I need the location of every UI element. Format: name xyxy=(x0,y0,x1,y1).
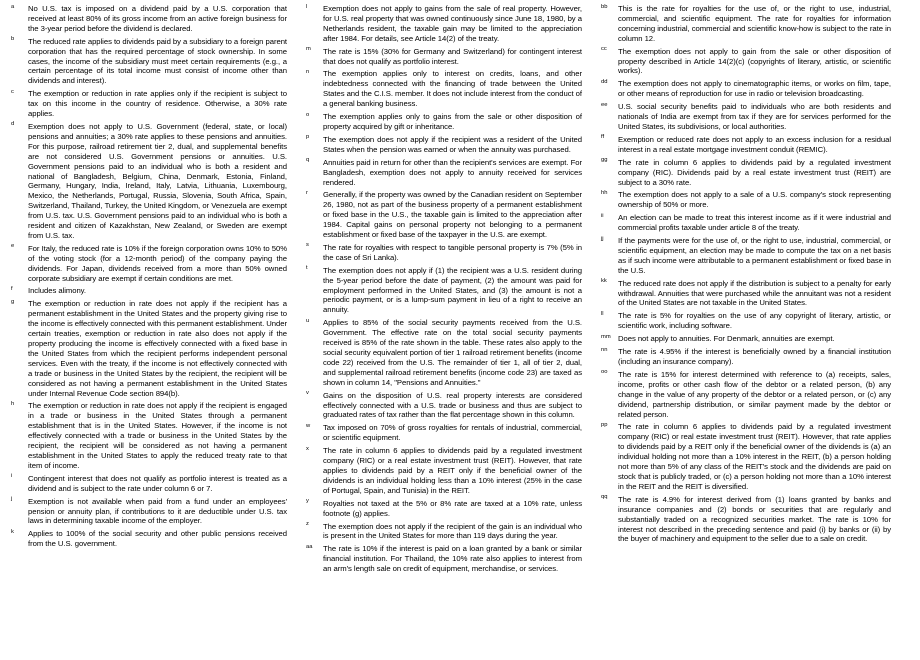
footnote-marker: z xyxy=(306,521,309,527)
footnote-marker: cc xyxy=(601,46,607,53)
footnote-marker: t xyxy=(306,265,308,272)
footnote-marker: mm xyxy=(601,333,611,340)
footnote-text: The rate is 4.95% if the interest is beneficially owned by a financial institution (including an insurance company). xyxy=(618,347,891,366)
footnote-text: Exemption or reduced rate does not apply to an excess inclusion for a residual interest in a real estate mortgage investment conduit (REMIC). xyxy=(618,134,891,154)
footnotes-column-3 xyxy=(596,4,891,660)
footnote-marker: u xyxy=(306,317,310,324)
footnote-text: No U.S. tax is imposed on a dividend paid by a U.S. corporation that received at least 80% of its gross income from an active foreign business for the 3-year period before the dividend is declared. xyxy=(28,4,287,33)
footnote-text: Applies to 100% of the social security and other public pensions received from the U.S. government. xyxy=(28,529,287,549)
footnote-item xyxy=(6,286,287,296)
footnote-item xyxy=(301,391,582,421)
footnote-item xyxy=(301,112,582,132)
footnote-text: Exemption is not available when paid from a fund under an employees' pension or annuity plan, if contributions to it are deductible under U.S. tax laws in determining taxable income of the employer. xyxy=(28,496,287,526)
footnote-text: The exemption applies only to interest on credits, loans, and other indebtedness connected with the financing of trade between the United States and the C.I.S. member. It does not include interest from the conduct of a general banking business. xyxy=(323,69,582,109)
footnote-marker: ff xyxy=(601,134,605,141)
footnote-item xyxy=(301,243,582,263)
footnote-item xyxy=(596,4,891,44)
footnote-marker: c xyxy=(11,88,14,95)
footnote-text: Applies to 85% of the social security payments received from the U.S. Government. The effective rate on the total social security payments received is 85% of the rate shown in the table. These rates also apply to the social security equivalent portion of tier 1 railroad retirement benefits (income code 22) received from the U.S. The remainder of tier 1, all of tier 2, dual, and supplemental railroad retirement benefits (income code 23) are taxed as shown in column 14, "Pensions and Annuities." xyxy=(323,318,582,387)
footnote-item xyxy=(596,236,891,276)
footnote-marker: gg xyxy=(601,157,608,164)
footnote-marker: g xyxy=(11,298,15,305)
footnote-item xyxy=(301,423,582,443)
footnote-text: Exemption does not apply to gains from the sale of real property. However, for U.S. real property that was owned continuously since June 18, 1980, by a Netherlands resident, the taxable gain may be limited to the appreciation after 1984. For details, see Article 14(2) of the treaty. xyxy=(323,4,582,43)
footnote-item xyxy=(596,422,891,491)
footnote-text: The rate is 15% (30% for Germany and Switzerland) for contingent interest that does not qualify as portfolio interest. xyxy=(323,46,582,66)
footnote-text: Royalties not taxed at the 5% or 8% rate are taxed at a 10% rate, unless footnote (g) applies. xyxy=(323,498,582,518)
footnote-item xyxy=(596,370,891,420)
footnote-text: The exemption or reduction in rate applies only if the recipient is subject to tax on this income in the country of residence. Otherwise, a 30% rate applies. xyxy=(28,89,287,119)
footnote-text: Generally, if the property was owned by the Canadian resident on September 26, 1980, not as part of the business property of a permanent establishment or fixed base in the U.S., the taxable gain is limited to the appreciation after 1984. Capital gains on personal property not belonging to a permanent establishment or fixed base of the taxpayer in the U.S. are exempt. xyxy=(323,190,582,240)
footnote-marker: nn xyxy=(601,346,608,353)
footnote-marker: j xyxy=(11,496,13,503)
footnote-marker: w xyxy=(306,422,311,429)
footnote-marker: kk xyxy=(601,278,607,285)
footnote-text: The exemption does not apply if the recipient of the gain is an individual who is present in the United States for more than 119 days during the year. xyxy=(323,521,582,541)
footnote-text: The rate in column 6 applies to dividends paid by a regulated investment company (RIC). Dividends paid by a real estate investment trust (REIT) are subject to a 30% rate. xyxy=(618,157,891,187)
footnote-item xyxy=(301,158,582,188)
footnote-marker: n xyxy=(306,68,310,75)
footnote-marker: jj xyxy=(601,235,604,242)
footnote-text: The rate is 15% for interest determined with reference to (a) receipts, sales, income, profits or other cash flow of the debtor or a related person, (b) any change in the value of any property of the debtor or a related person, or (c) any dividend, partnership distribution, or similar payment made by the debtor or related person. xyxy=(618,369,891,419)
footnote-marker: oo xyxy=(601,369,608,376)
footnote-marker: o xyxy=(306,111,310,118)
footnote-item xyxy=(301,69,582,109)
footnote-item xyxy=(596,158,891,188)
footnote-marker: p xyxy=(306,134,310,141)
footnote-text: The exemption does not apply to a sale of a U.S. company's stock representing ownership of 50% or more. xyxy=(618,190,891,210)
footnote-text: The rate is 5% for royalties on the use of any copyright of literary, artistic, or scientific work, including software. xyxy=(618,311,891,331)
footnote-item xyxy=(596,102,891,132)
footnotes-column-2 xyxy=(301,4,596,660)
footnote-item xyxy=(6,401,287,470)
footnote-item xyxy=(596,213,891,233)
footnote-item xyxy=(596,79,891,99)
footnote-item xyxy=(596,334,891,344)
footnote-marker: m xyxy=(306,46,311,53)
footnote-item xyxy=(301,190,582,240)
footnote-marker: ee xyxy=(601,101,608,108)
footnote-marker: x xyxy=(306,445,309,452)
footnote-item xyxy=(6,474,287,494)
footnote-item xyxy=(301,318,582,387)
footnote-text: Gains on the disposition of U.S. real property interests are considered effectively connected with a U.S. trade or business and thus are subject to graduated rates of tax rather than the flat percentage shown in this column. xyxy=(323,390,582,420)
footnote-marker: h xyxy=(11,400,15,407)
footnote-item xyxy=(301,544,582,574)
footnote-item xyxy=(301,446,582,496)
footnote-text: Exemption does not apply to U.S. Government (federal, state, or local) pensions and annuities; a 30% rate applies to these pensions and annuities. For this purpose, railroad retirement tier 2, dual, and supplemental benefits are not considered U.S. Government pensions or annuities. U.S. Government pensions paid to an individual who is both a resident and national of Bangladesh, Belgium, China, Denmark, Estonia, Finland, Germany, Hungary, India, Ireland, Italy, Latvia, Lithuania, Luxembourg, Mexico, the Netherlands, Portugal, Russia, Slovenia, South Africa, Spain, Switzerland, Thailand, Turkey, the United Kingdom, or Venezuela are exempt from U.S. tax. U.S. Government pensions paid to an individual who is both a resident and citizen of Kazakhstan, New Zealand, or Sweden are exempt from U.S. tax. xyxy=(28,121,287,240)
footnote-item xyxy=(301,522,582,542)
footnote-item xyxy=(6,299,287,398)
footnote-text: The rate is 4.9% for interest derived from (1) loans granted by banks and insurance companies and (2) bonds or securities that are regularly and substantially traded on a recognized securities market. The rate is 10% for interest not described in the preceding sentence and paid (i) by banks or (ii) by the buyer of machinery and equipment to the seller due to a sale on credit. xyxy=(618,494,891,544)
footnote-text: The exemption does not apply to gain from the sale or other disposition of property described in Article 14(2)(c) (copyrights of literary, artistic, or scientific works). xyxy=(618,46,891,76)
footnote-marker: aa xyxy=(306,543,313,550)
footnotes-column-1 xyxy=(6,4,301,660)
footnote-marker: ll xyxy=(601,310,604,317)
footnote-item xyxy=(596,495,891,545)
footnote-marker: s xyxy=(306,242,309,249)
footnote-text: The rate in column 6 applies to dividends paid by a regulated investment company (RIC) or a real estate investment trust (REIT). However, that rate applies to dividends paid by a REIT only if the beneficial owner of the dividends is an individual holding less than a 10% interest (25% in the case of Portugal, Spain, and Tunisia) in the REIT. xyxy=(323,446,582,495)
footnote-item xyxy=(301,4,582,44)
footnote-marker: q xyxy=(306,157,310,164)
footnote-item xyxy=(6,244,287,284)
footnote-marker: dd xyxy=(601,78,608,85)
footnote-text: An election can be made to treat this interest income as if it were industrial and commercial profits taxable under article 8 of the treaty. xyxy=(618,213,891,233)
footnote-item xyxy=(6,4,287,34)
footnote-marker: pp xyxy=(601,421,608,428)
footnote-text: The exemption or reduction in rate does not apply if the recipient is engaged in a trade or business in the United States through a permanent establishment that is in the United States. However, if the income is not effectively connected with a trade or business in the United States by the recipient, the recipient will be considered as not having a permanent establishment in the United States to apply the reduced treaty rate to that item of income. xyxy=(28,401,287,470)
footnote-text: Includes alimony. xyxy=(28,286,86,296)
footnote-text: This is the rate for royalties for the use of, or the right to use, industrial, commercial, and scientific equipment. The rate for royalties for information concerning industrial, commercial and scientific know-how is subject to the rate in column 12. xyxy=(618,4,891,43)
footnote-marker: a xyxy=(11,3,15,10)
footnote-item xyxy=(301,47,582,67)
footnote-marker: v xyxy=(306,390,309,397)
footnote-marker: hh xyxy=(601,189,608,196)
footnote-item xyxy=(596,47,891,77)
footnote-marker: l xyxy=(306,3,308,10)
footnote-marker: y xyxy=(306,498,309,505)
footnote-marker: qq xyxy=(601,494,608,501)
footnote-text: The rate for royalties with respect to tangible personal property is 7% (5% in the case of Sri Lanka). xyxy=(323,242,582,262)
footnote-marker: d xyxy=(11,121,15,128)
footnote-marker: i xyxy=(11,473,13,480)
footnote-item xyxy=(596,311,891,331)
footnote-item xyxy=(301,266,582,316)
footnote-text: The rate is 10% if the interest is paid on a loan granted by a bank or similar financial institution. For Thailand, the 10% rate also applies to interest from an arm's length sale on credit of equipment, merchandise, or services. xyxy=(323,544,582,574)
footnote-item xyxy=(301,135,582,155)
footnote-text: Contingent interest that does not qualify as portfolio interest is treated as a dividend and is subject to the rate under column 6 or 7. xyxy=(28,473,287,493)
footnote-item xyxy=(596,279,891,309)
footnote-marker: r xyxy=(306,189,308,196)
footnote-text: The exemption or reduction in rate does not apply if the recipient has a permanent establishment in the United States and the property giving rise to the income is effectively connected with this permanent establishment. Under certain treaties, exemption or reduction in rate also does not apply if the property producing the income is effectively connected with a fixed base in the United States from which the recipient performs independent personal services. Even with the treaty, if the income is not effectively connected with a trade or business in the United States by the recipient, the recipient will be considered as not having a permanent establishment in the United States under Internal Revenue Code section 894(b). xyxy=(28,299,287,398)
footnote-marker: bb xyxy=(601,3,608,10)
footnote-text: The exemption applies only to gains from the sale or other disposition of property acquired by gift or inheritance. xyxy=(323,112,582,131)
footnote-text: The exemption does not apply if the recipient was a resident of the United States when the pension was earned or when the annuity was purchased. xyxy=(323,134,582,154)
footnote-text: The reduced rate applies to dividends paid by a subsidiary to a foreign parent corporation that has the required percentage of stock ownership. In some cases, the income of the subsidiary must meet certain requirements (e.g., a certain percentage of its total income must consist of income other than dividends and interest). xyxy=(28,36,287,86)
footnote-item xyxy=(6,122,287,241)
footnote-text: For Italy, the reduced rate is 10% if the foreign corporation owns 10% to 50% of the voting stock (for a 12-month period) of the company paying the dividends. For Japan, dividends received from a more than 50% owned corporate subsidiary are exempt if certain conditions are met. xyxy=(28,243,287,283)
footnote-text: If the payments were for the use of, or the right to use, industrial, commercial, or scientific equipment, an election may be made to compute the tax on a net basis as if such income were attributable to a permanent establishment or fixed base in the U.S. xyxy=(618,236,891,275)
footnote-text: Does not apply to annuities. For Denmark, annuities are exempt. xyxy=(618,334,835,344)
footnote-item xyxy=(6,89,287,119)
footnote-text: The exemption does not apply if (1) the recipient was a U.S. resident during the 5-year period before the date of payment, (2) the amount was paid for employment performed in the United States, and (3) the amount is not a periodic payment, or is a lump-sum payment in lieu of a right to receive an annuity. xyxy=(323,265,582,315)
footnote-item xyxy=(6,37,287,87)
footnote-item xyxy=(301,499,582,519)
footnote-item xyxy=(596,135,891,155)
footnote-text: The reduced rate does not apply if the distribution is subject to a penalty for early withdrawal. Annuities that were purchased while the annuitant was not a resident of the United States are not taxable in the United States. xyxy=(618,278,891,308)
footnote-text: Tax imposed on 70% of gross royalties for rentals of industrial, commercial, or scientific equipment. xyxy=(323,423,582,443)
footnote-item xyxy=(6,497,287,527)
footnote-text: The rate in column 6 applies to dividends paid by a regulated investment company (RIC) or real estate investment trust (REIT). However, that rate applies to dividends paid by a REIT only if the beneficial owner of the dividends is (a) an individual holding not more than a 10% interest in the REIT, (b) a person holding not more than 5% of any class of the REIT's stock and the dividends are paid on stock that is publicly traded, or (c) a person holding not more than a 10% interest in the REIT and the REIT is diversified. xyxy=(618,422,891,491)
footnote-marker: ii xyxy=(601,212,604,219)
footnote-item xyxy=(6,529,287,549)
footnote-item xyxy=(596,190,891,210)
footnote-marker: b xyxy=(11,36,15,43)
footnote-marker: k xyxy=(11,528,14,535)
footnote-text: The exemption does not apply to cinematographic items, or works on film, tape, or other means of reproduction for use in radio or television broadcasting. xyxy=(618,79,891,99)
footnote-text: U.S. social security benefits paid to individuals who are both residents and nationals of India are exempt from tax if they are for services performed for the United States, its subdivisions, or local authorities. xyxy=(618,102,891,131)
footnote-marker: f xyxy=(11,285,13,292)
footnote-text: Annuities paid in return for other than the recipient's services are exempt. For Bangladesh, exemption does not apply to annuity received for services rendered. xyxy=(323,157,582,187)
footnote-marker: e xyxy=(11,243,15,250)
footnote-item xyxy=(596,347,891,367)
